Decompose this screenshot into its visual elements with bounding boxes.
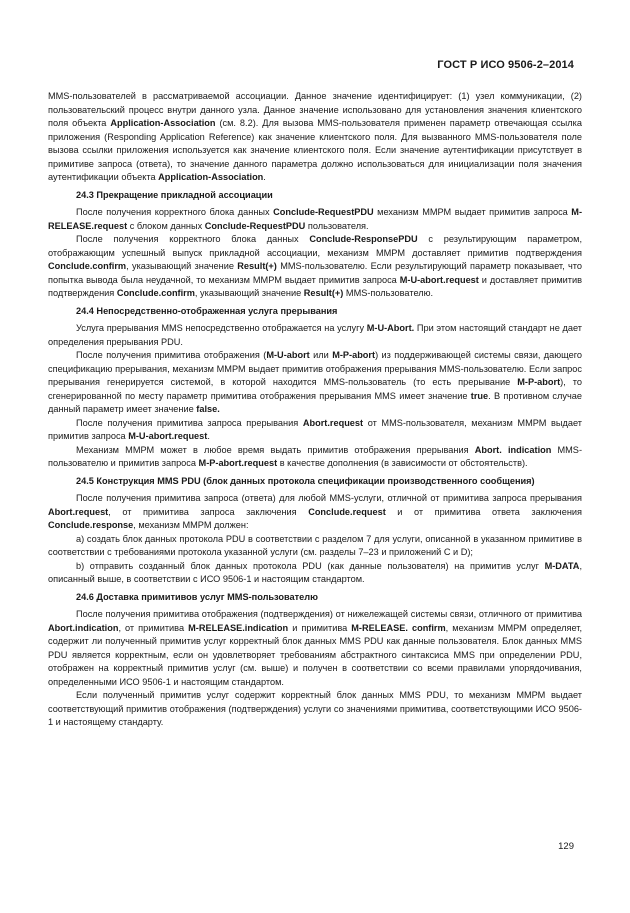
bold-term: M-U-abort.request [399, 274, 479, 285]
bold-term: Application-Association [158, 172, 264, 182]
section-paragraph: Если полученный примитив услуг содержит корректный блок данных MMS PDU, то механизм ММРМ выдает соответствующий примитив отображения (подтверждения) услуги со значениями примитива, соответствующими ИСО 9506-1 и настоящему стандарту. [48, 690, 582, 727]
bold-term: Application-Association [110, 118, 216, 128]
bold-term: Abort.indication [48, 622, 119, 633]
section-paragraph: b) отправить созданный блок данных протокола PDU (как данные пользователя) на примитив услуг M-DATA, описанный выше, в соответствии с ИСО 9506-1 и настоящим стандартом. [48, 560, 582, 584]
section-paragraph: Услуга прерывания MMS непосредственно отображается на услугу M-U-Abort. При этом настоящий стандарт не дает определения прерывания PDU. [48, 323, 582, 347]
bold-term: M-RELEASE.indication [188, 622, 289, 633]
document-id-header: ГОСТ Р ИСО 9506-2–2014 [437, 59, 574, 71]
section-paragraph: После получения примитива отображения (подтверждения) от нижележащей системы связи, отличного от примитива Abort.indication, от примитива M-RELEASE.indication и примитива M-RELEASE. confirm, механизм ММРМ определяет, содержит ли полученный примитив услуг корректный блок данных MMS PDU как данные пользователя. Блок данных MMS PDU является корректным, если он удовлетворяет требованиям абстрактного синтаксиса MMS при определении PDU, отображен на корректный примитив услуг (см. выше) и получен в соответствии со всеми правилами упорядочивания, определенными ИСО 9506-1 и настоящим стандартом. [48, 609, 583, 687]
section-heading: 24.6 Доставка примитивов услуг MMS-пользователю [76, 591, 318, 602]
section-heading: 24.5 Конструкция MMS PDU (блок данных протокола спецификации производственного сообщения) [76, 475, 535, 486]
intro-paragraph: MMS-пользователей в рассматриваемой ассоциации. Данное значение идентифицирует: (1) узел коммуникации, (2) пользовательский процесс внутри данного узла. Данное значение использовано для установления значения клиентского поля объекта Application-Association (см. 8.2). Для вызова MMS-пользователя применен параметр отвечающая ссылка приложения (Responding Application Reference) как значение клиентского поля. Для вызванного MMS-пользователя поле вызова ссылки приложения используется как значение клиентского поля. Если значение аутентификации присутствует в примитиве запроса (ответа), то значение данного параметра должно использоваться для инициализации поля значения аутентификации объекта Application-Association. [48, 91, 582, 182]
section-paragraph: После получения корректного блока данных Conclude-ResponsePDU с результирующим параметром, отображающим успешный выпуск прикладной ассоциации, механизм ММРМ доставляет примитив подтверждения Conclude.confirm, указывающий значение Result(+) MMS-пользователю. Если результирующий параметр показывает, что попытка вывода была неудачной, то механизм ММРМ выдает примитив запроса M-U-abort.request и доставляет примитив подтверждения Conclude.confirm, указывающий значение Result(+) MMS-пользователю. [48, 234, 583, 298]
bold-term: Conclude.confirm [48, 261, 127, 271]
bold-term: M-DATA [544, 560, 580, 571]
section-paragraph: После получения корректного блока данных Conclude-RequestPDU механизм ММРМ выдает примитив запроса M-RELEASE.request с блоком данных Conclude-RequestPDU пользователя. [48, 207, 583, 231]
section-paragraph: После получения примитива запроса прерывания Abort.request от MMS-пользователя, механизм ММРМ выдает примитив запроса M-U-abort.request. [48, 417, 582, 441]
bold-term: Abort. indication [474, 444, 552, 455]
sections-container [48, 189, 582, 730]
bold-term: Result(+) [237, 261, 277, 271]
bold-term: Abort.request [48, 506, 109, 517]
section-paragraph: а) создать блок данных протокола PDU в соответствии с разделом 7 для услуги, описанной в указанном примитиве в соответствии с требованиями протокола указанной услуги (см. разделы 7–23 и приложений С и D); [48, 533, 582, 557]
section-paragraph: После получения примитива отображения (M-U-abort или M-P-abort) из поддерживающей системы связи, дающего спецификацию прерывания, механизм ММРМ выдает примитив отображения прерывания MMS-пользователю. Если запрос прерывания генерируется системой, в которой находится MMS-пользователь (то есть прерывание M-P-abort), то сгенерированной по месту параметр примитива отображения прерывания MMS имеет значение true. В противном случае данный параметр имеет значение false. [48, 350, 582, 414]
section-heading: 24.4 Непосредственно-отображенная услуга прерывания [76, 305, 338, 316]
document-body [48, 90, 582, 730]
bold-term: M-P-abort.request [198, 458, 278, 468]
page-number: 129 [558, 841, 574, 852]
bold-term: false. [196, 404, 220, 414]
bold-term: M-U-abort [266, 350, 310, 360]
section-paragraph: Механизм ММРМ может в любое время выдать примитив отображения прерывания Abort. indication MMS-пользователю и примитив запроса M-P-abort.request в качестве дополнения (в зависимости от обстоятельств). [48, 444, 582, 468]
bold-term: M-RELEASE.request [48, 207, 583, 231]
bold-term: M-P-abort [332, 350, 376, 360]
bold-term: Conclude-RequestPDU [273, 207, 374, 217]
bold-term: M-P-abort [517, 377, 561, 387]
bold-term: Conclude.confirm [116, 288, 195, 298]
bold-term: M-RELEASE. confirm [351, 622, 446, 633]
bold-term: M-U-Abort. [366, 323, 415, 333]
bold-term: Conclude-RequestPDU [204, 220, 306, 231]
bold-term: true [470, 390, 489, 401]
bold-term: Result(+) [303, 288, 344, 298]
section-paragraph: После получения примитива запроса (ответа) для любой MMS-услуги, отличной от примитива запроса прерывания Abort.request, от примитива запроса заключения Conclude.request и от примитива ответа заключения Conclude.response, механизм ММРМ должен: [48, 493, 582, 530]
bold-term: Conclude.response [48, 520, 134, 530]
bold-term: M-U-abort.request [128, 431, 208, 441]
bold-term: Abort.request [302, 417, 364, 428]
bold-term: Conclude.request [308, 506, 386, 517]
bold-term: Conclude-ResponsePDU [309, 234, 418, 244]
section-heading: 24.3 Прекращение прикладной ассоциации [76, 189, 273, 200]
